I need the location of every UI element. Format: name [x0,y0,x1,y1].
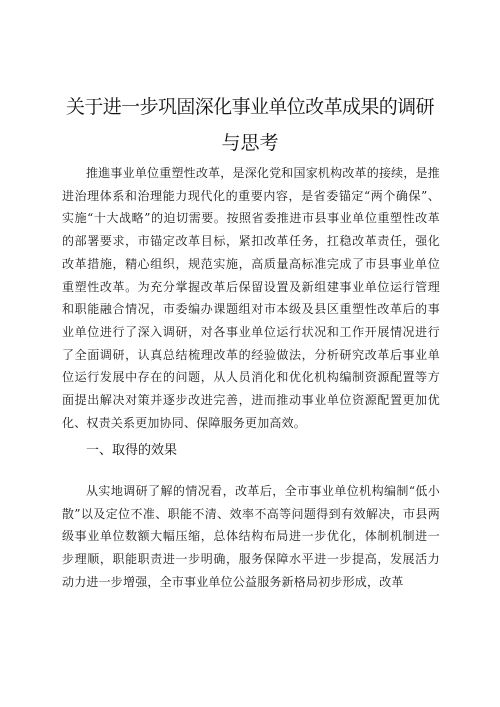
document-title-line-1: 关于进一步巩固深化事业单位改革成果的调研 [65,96,434,118]
results-paragraph: 从实地调研了解的情况看，改革后，全市事业单位机构编制“低小散”以及定位不准、职能不清、效率不高等问题得到有效解决，市县两级事业单位数额大幅压缩，总体结构布局进一步优化，体制机制进一步理顺，职能职责进一步明确，服务保障水平进一步提高，发展活力动力进一步增强，全市事业单位公益服务新格局初步形成，改革 [62,484,440,589]
section-heading-results: 一、取得的效果 [86,443,178,458]
document-title-line-2: 与思考 [221,132,279,154]
intro-paragraph: 推進事业单位重塑性改革，是深化党和国家机构改革的接续，是推进治理体系和治理能力现代化的重要内容，是省委锚定“两个确保”、实施“十大战略”的迫切需要。按照省委推进市县事业单位重塑性改革的部署要求，市锚定改革目标，紧扣改革任务，扛稳改革责任，强化改革措施，精心组织，规范实施，高质量高标准完成了市县事业单位重塑性改革。为充分掌握改革后保留设置及新组建事业单位运行管理和职能融合情况，市委编办课题组对市本级及县区重塑性改革后的事业单位进行了深入调研，对各事业单位运行状况和工作开展情况进行了全面调研，认真总结梳理改革的经验做法，分析研究改革后事业单位运行发展中存在的问题，从人员消化和优化机构编制资源配置等方面提出解决对策并逐步改进完善，进而推动事业单位资源配置更加优化、权责关系更加协同、保障服务更加高效。 [62,166,440,430]
